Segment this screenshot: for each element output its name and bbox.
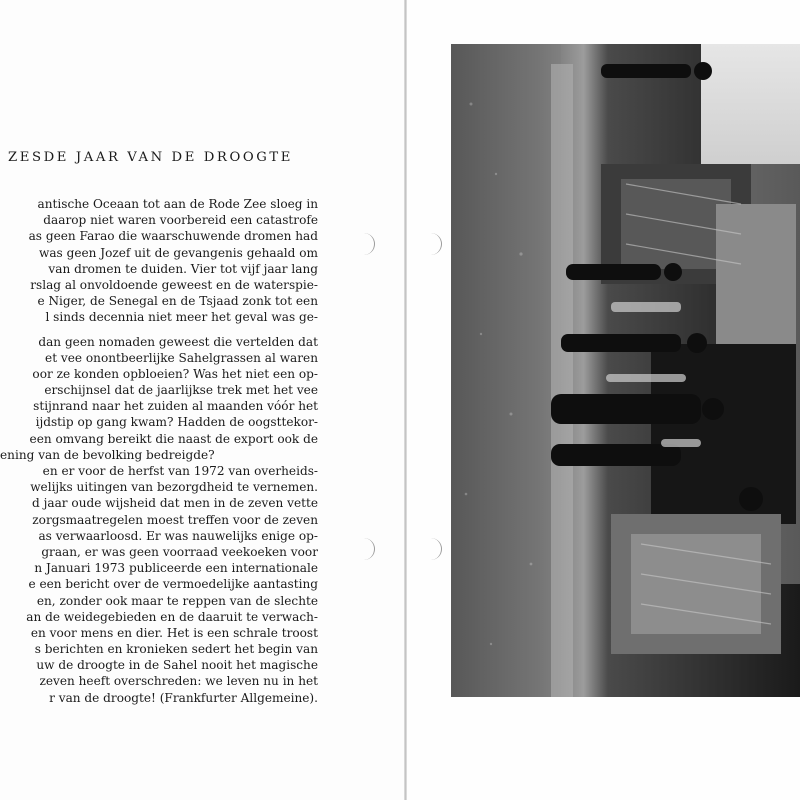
text-line: en voor mens en dier. Het is een schrale troost [30,625,318,640]
text-line: an de weidegebieden en de daaruit te verwach- [26,609,318,624]
text-line: as verwaarloosd. Er was nauwelijks enige op- [38,528,318,543]
text-line: graan, er was geen voorraad veekoeken voor [41,544,318,559]
text-line: antische Oceaan tot aan de Rode Zee sloeg in [37,197,318,211]
text-line: rslag al onvoldoende geweest en de waterspie- [30,277,318,292]
text-line: r van de droogte! (Frankfurter Allgemeine). [49,690,318,705]
text-line: e Niger, de Senegal en de Tsjaad zonk tot een [37,294,318,309]
text-line: en er voor de herfst van 1972 van overheids- [42,464,318,478]
text-line: en, zonder ook maar te reppen van de slechte [36,593,318,608]
article-title: ZESDE JAAR VAN DE DROOGTE [8,150,294,165]
text-line: ijdstip op gang kwam? Hadden de oogsttekor- [35,415,318,430]
black-and-white-photograph-icon [451,44,800,697]
text-line: uw de droogte in de Sahel nooit het magische [36,658,318,673]
text-line: van dromen te duiden. Vier tot vijf jaar lang [48,261,318,276]
photograph [451,44,800,697]
text-line: l sinds decennia niet meer het geval was ge- [45,310,318,325]
text-line: as geen Farao die waarschuwende dromen had [28,229,318,244]
text-line: zorgsmaatregelen moest treffen voor de zeven [32,512,318,527]
text-line: e een bericht over de vermoedelijke aantasting [28,577,318,592]
punch-hole-mark [360,538,375,560]
text-line: erschijnsel dat de jaarlijkse trek met het vee [44,383,318,398]
text-line: was geen Jozef uit de gevangenis gehaald om [38,245,318,260]
text-line: stijnrand naar het zuiden al maanden vóór het [33,399,318,414]
paragraph-gap [0,326,318,334]
punch-hole-mark [360,233,375,255]
text-line: et vee onontbeerlijke Sahelgrassen al waren [45,350,318,365]
text-line: zeven heeft overschreden: we leven nu in het [39,674,318,689]
text-line: s berichten en kronieken sedert het begin van [34,642,318,657]
text-line: daarop niet waren voorbereid een catastrofe [43,213,318,228]
text-line: welijks uitingen van bezorgdheid te vernemen. [30,480,318,495]
article-body [0,196,318,706]
text-line: d jaar oude wijsheid dat men in de zeven vette [32,496,318,511]
text-line: dan geen nomaden geweest die vertelden dat [38,334,318,349]
text-line: n Januari 1973 publiceerde een internationale [34,561,318,576]
text-line: een omvang bereikt die naast de export ook de [29,431,318,446]
text-line: ening van de bevolking bedreigde? [0,447,215,462]
text-line: oor ze konden opbloeien? Was het niet een op- [32,366,318,381]
